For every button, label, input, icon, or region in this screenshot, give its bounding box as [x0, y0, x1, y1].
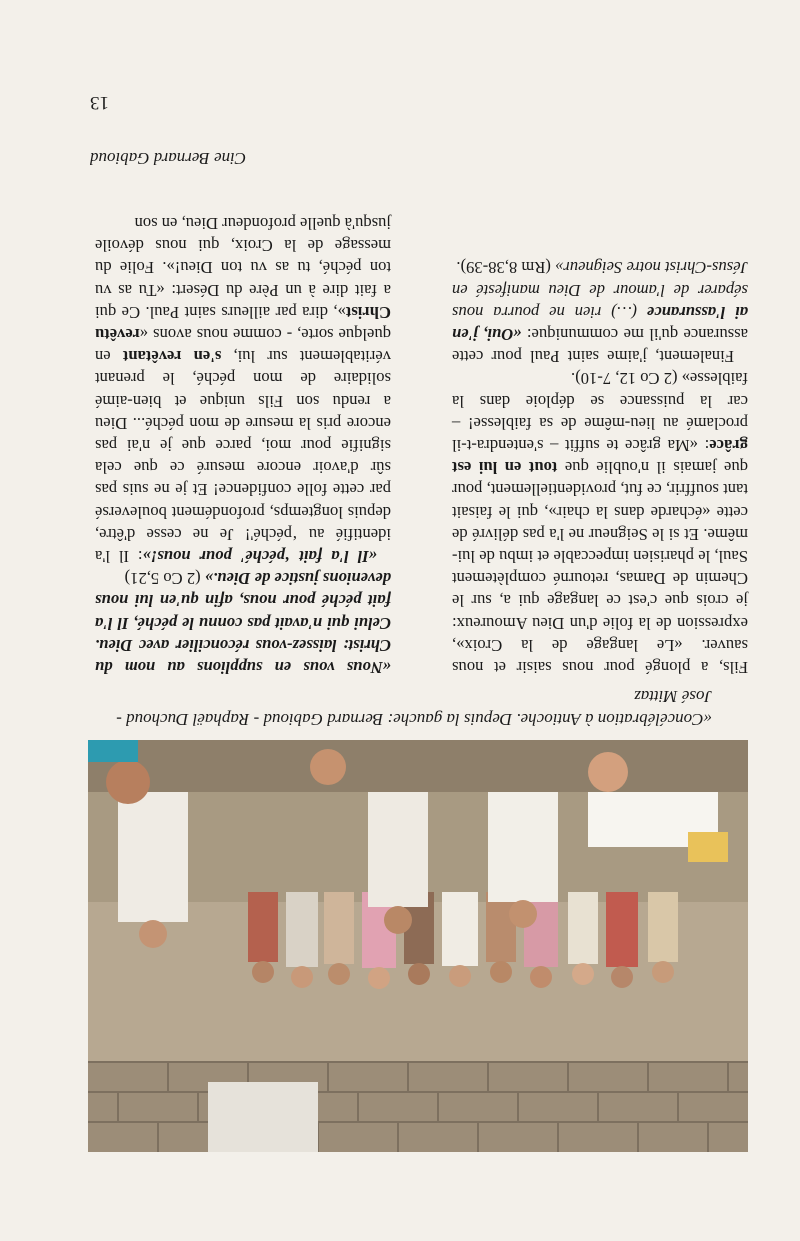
text-column-left — [452, 256, 748, 678]
paragraph — [452, 367, 748, 678]
text-run: », dira par ailleurs saint Paul. Ce qui a fait dire à un Père du Désert: «Tu as vu ton péché, tu as vu ton Dieu!». Folie du message de la Croix, qui nous dévoile jusqu'à quelle profondeur Dieu, en son — [95, 213, 391, 322]
bold-phrase: tout en lui est grâce — [452, 435, 748, 478]
text-run: en quelque sorte, - comme nous avons « — [95, 324, 391, 367]
reference: (Rm 8,38-39). — [456, 258, 556, 278]
paragraph — [95, 212, 391, 567]
text-run: Fils, a plongé pour nous saisir et nous sauver. «Le langage de la Croix», expression de la folie d'un Dieu Amoureux: je crois que c'est ce langage qui a, sur le Chemin de Damas, retourné complètement Saul, le pharisien impeccable et imbu de lui-même. Et si le Seigneur ne l'a pas délivré de cette «écharde dans la chair», qui le faisait tant souffrir, ce fut, providentiellement, pour que jamais il n'oublie que — [452, 458, 748, 677]
photo-concelebration — [88, 740, 748, 1152]
text-run: Finalement, j'aime saint Paul pour cette assurance qu'il me communique: — [452, 324, 748, 367]
paragraph — [452, 256, 748, 367]
bold-italic-quote: «Oui, j'en ai l'assurance — [452, 302, 748, 344]
italic-quote: (…) rien ne pourra nous séparer de l'amour de Dieu manifesté en Jésus-Christ notre Seigneur» — [452, 258, 748, 322]
author-signature: Cine Bernard Gabioud — [90, 149, 247, 168]
page-number: 13 — [90, 92, 109, 113]
bold-phrase: s'en revêtant — [122, 347, 222, 367]
text-run: : Il l'a identifié au ‘péché'! Je ne cesse d'être, depuis longtemps, profondément bouleversé par cette folle confidence! Et je ne suis pas sûr d'avoir encore mesuré ce que cela signifie pour moi, parce que je n'ai pas encore pris la mesure de mon péché... Dieu a rendu son Fils unique et bien-aimé solidaire de mon péché, le prenant véritablement sur lui, — [95, 347, 391, 566]
text-run: : «Ma grâce te suffit – s'entendra-t-il proclamé au lieu-même de sa faiblesse! – car la puissance se déploie dans la faiblesse» (2 Co 12, 7-10). — [452, 369, 748, 455]
bold-phrase: revêtu Christ — [95, 302, 391, 344]
scripture-quote — [95, 567, 391, 678]
bold-italic-quote: «Nous vous en supplions au nom du Christ: laissez-vous réconcilier avec Dieu. Celui qui n'avait pas connu le péché, Il l'a fait péché pour nous, afin qu'en lui nous devenions justice de Dieu.» — [95, 569, 391, 677]
photo-caption: «Concélébration à Antioche. Depuis la gauche: Bernard Gabioud - Raphaël Duchoud - José Mittaz — [116, 687, 712, 729]
text-column-right — [95, 212, 391, 678]
photo-image — [88, 740, 748, 1152]
bold-italic-quote: «Il l'a fait ‘péché' pour nous!» — [142, 546, 377, 566]
reference: (2 Co 5,21) — [124, 569, 205, 589]
